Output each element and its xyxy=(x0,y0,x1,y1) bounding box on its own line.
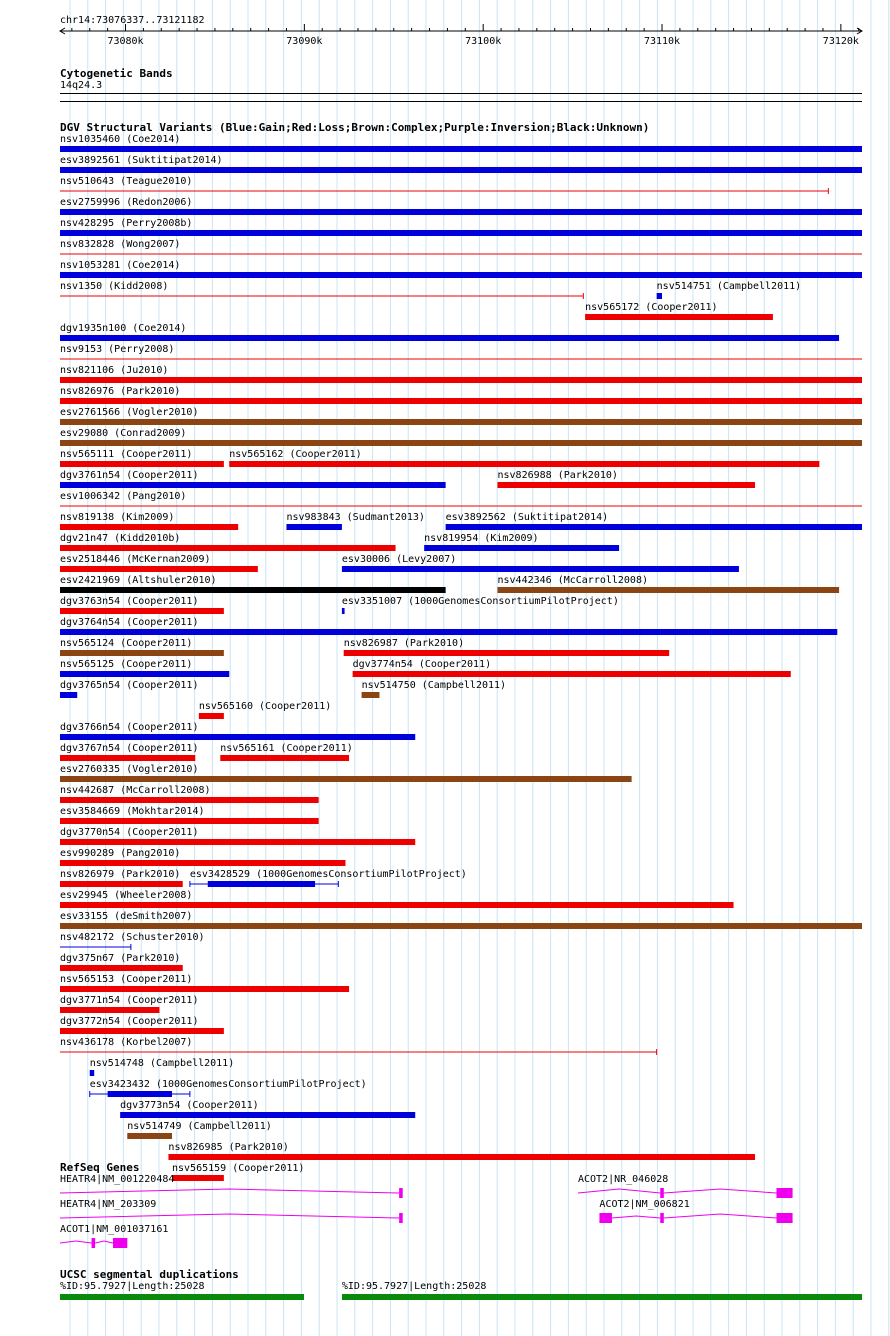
variant-label: nsv428295 (Perry2008b) xyxy=(60,218,193,229)
gene-label: HEATR4|NM_001220484 xyxy=(60,1174,175,1185)
cytoband-label: 14q24.3 xyxy=(60,80,103,91)
variant-feature xyxy=(0,334,890,344)
variant-feature xyxy=(0,817,890,827)
variant-feature xyxy=(0,1048,890,1058)
variant-bar xyxy=(60,734,415,740)
variant-feature xyxy=(0,712,890,722)
variant-feature xyxy=(0,922,890,932)
variant-bar xyxy=(344,650,669,656)
variant-bar xyxy=(127,1133,172,1139)
variant-label: nsv510643 (Teague2010) xyxy=(60,176,193,187)
variant-feature xyxy=(0,166,890,176)
variant-feature xyxy=(0,1027,890,1037)
variant-label: dgv3773n54 (Cooper2011) xyxy=(120,1100,259,1111)
variant-label: nsv821106 (Ju2010) xyxy=(60,365,169,376)
variant-feature xyxy=(0,187,890,197)
variant-label: nsv9153 (Perry2008) xyxy=(60,344,175,355)
variant-label: nsv442346 (McCarroll2008) xyxy=(497,575,648,586)
variant-bar xyxy=(60,986,349,992)
variant-label: nsv832828 (Wong2007) xyxy=(60,239,181,250)
variant-feature xyxy=(0,313,890,323)
variant-label: esv990289 (Pang2010) xyxy=(60,848,181,859)
variant-label: esv2421969 (Altshuler2010) xyxy=(60,575,217,586)
gene-label: ACOT1|NM_001037161 xyxy=(60,1224,169,1235)
variant-label: dgv3763n54 (Cooper2011) xyxy=(60,596,199,607)
variant-label: nsv983843 (Sudmant2013) xyxy=(286,512,425,523)
variant-label: esv29945 (Wheeler2008) xyxy=(60,890,193,901)
variant-feature xyxy=(0,544,890,554)
gene-intron xyxy=(612,1216,660,1218)
variant-bar xyxy=(60,377,862,383)
variant-feature xyxy=(0,523,890,533)
variant-feature xyxy=(0,691,890,701)
variant-bar xyxy=(60,923,862,929)
variant-feature xyxy=(0,250,890,260)
variant-feature xyxy=(0,208,890,218)
variant-label: nsv565160 (Cooper2011) xyxy=(198,701,332,712)
variant-feature xyxy=(0,943,890,953)
segdup-label: %ID:95.7927|Length:25028 xyxy=(60,1281,205,1292)
gene-intron xyxy=(664,1214,777,1218)
variant-feature xyxy=(0,565,890,575)
variant-feature xyxy=(0,292,890,302)
ruler-tick-label: 73090k xyxy=(286,36,323,47)
variant-label: nsv1035460 (Coe2014) xyxy=(60,134,181,145)
variant-label: nsv442687 (McCarroll2008) xyxy=(60,785,211,796)
variant-label: nsv826987 (Park2010) xyxy=(343,638,465,649)
variant-feature xyxy=(0,1132,890,1142)
variant-feature xyxy=(0,439,890,449)
gene-model xyxy=(0,1235,890,1249)
variant-label: dgv3774n54 (Cooper2011) xyxy=(352,659,492,670)
ruler-axis xyxy=(0,0,890,60)
variant-feature xyxy=(0,1111,890,1121)
gene-model xyxy=(0,1185,890,1199)
ruler-tick-label: 73100k xyxy=(465,36,502,47)
cytoband-rule-bottom xyxy=(60,101,862,102)
variant-label: dgv375n67 (Park2010) xyxy=(60,953,181,964)
variant-bar xyxy=(585,314,773,320)
variant-bar xyxy=(60,1007,159,1013)
variant-label: esv3351007 (1000GenomesConsortiumPilotProject) xyxy=(341,596,619,607)
variant-label: esv30006 (Levy2007) xyxy=(341,554,457,565)
variant-feature xyxy=(0,397,890,407)
variant-feature xyxy=(0,418,890,428)
variant-feature xyxy=(0,985,890,995)
variant-bar xyxy=(60,965,183,971)
variant-feature xyxy=(0,607,890,617)
variant-bar xyxy=(60,776,632,782)
segdup-label: %ID:95.7927|Length:25028 xyxy=(341,1281,487,1292)
cytoband-rule-top xyxy=(60,93,862,94)
variant-feature xyxy=(0,145,890,155)
variant-bar xyxy=(60,902,734,908)
variant-label: nsv826979 (Park2010) xyxy=(60,869,181,880)
variant-label: esv1006342 (Pang2010) xyxy=(60,491,187,502)
variant-bar xyxy=(60,335,839,341)
variant-bar xyxy=(60,146,862,152)
gene-exon xyxy=(660,1188,664,1198)
variant-bar xyxy=(199,713,224,719)
variant-label: nsv514751 (Campbell2011) xyxy=(656,281,802,292)
variant-label: nsv819954 (Kim2009) xyxy=(424,533,539,544)
variant-label: nsv565159 (Cooper2011) xyxy=(172,1163,305,1174)
gene-exon xyxy=(776,1188,792,1198)
dgv-track-title: DGV Structural Variants (Blue:Gain;Red:Loss;Brown:Complex;Purple:Inversion;Black:Unknown) xyxy=(60,121,650,134)
variant-label: esv33155 (deSmith2007) xyxy=(60,911,193,922)
variant-label: dgv3771n54 (Cooper2011) xyxy=(60,995,199,1006)
gene-exon xyxy=(599,1213,612,1223)
variant-label: dgv3767n54 (Cooper2011) xyxy=(60,743,199,754)
variant-bar xyxy=(60,167,862,173)
variant-feature xyxy=(0,733,890,743)
variant-label: nsv514750 (Campbell2011) xyxy=(361,680,507,691)
variant-feature xyxy=(0,796,890,806)
variant-label: dgv3770n54 (Cooper2011) xyxy=(60,827,199,838)
gene-exon xyxy=(113,1238,127,1248)
variant-bar xyxy=(60,860,345,866)
variant-label: nsv819138 (Kim2009) xyxy=(60,512,175,523)
variant-bar xyxy=(362,692,380,698)
gene-intron xyxy=(60,1241,92,1243)
variant-bar xyxy=(168,1154,755,1160)
variant-bar xyxy=(60,419,862,425)
segdup-bar xyxy=(342,1294,862,1300)
variant-feature xyxy=(0,754,890,764)
variant-label: nsv826985 (Park2010) xyxy=(168,1142,289,1153)
variant-bar xyxy=(446,524,862,530)
gene-label: ACOT2|NM_006821 xyxy=(599,1199,690,1210)
variant-feature xyxy=(0,649,890,659)
variant-label: nsv565153 (Cooper2011) xyxy=(60,974,193,985)
variant-label: dgv3765n54 (Cooper2011) xyxy=(60,680,199,691)
refseq-track-title: RefSeq Genes xyxy=(60,1161,140,1174)
variant-label: dgv1935n100 (Coe2014) xyxy=(60,323,187,334)
gene-model xyxy=(0,1210,890,1224)
variant-label: esv2761566 (Vogler2010) xyxy=(60,407,199,418)
variant-bar xyxy=(657,293,662,299)
variant-feature xyxy=(0,502,890,512)
variant-label: nsv826988 (Park2010) xyxy=(497,470,618,481)
variant-feature xyxy=(0,460,890,470)
gene-exon xyxy=(776,1213,792,1223)
variant-feature xyxy=(0,376,890,386)
variant-feature xyxy=(0,229,890,239)
gene-exon xyxy=(92,1238,96,1248)
variant-label: esv2760335 (Vogler2010) xyxy=(60,764,199,775)
variant-bar xyxy=(497,587,839,593)
gene-exon xyxy=(660,1213,664,1223)
variant-feature xyxy=(0,901,890,911)
variant-label: esv3892561 (Suktitipat2014) xyxy=(60,155,223,166)
variant-label: dgv3764n54 (Cooper2011) xyxy=(60,617,199,628)
variant-feature xyxy=(0,271,890,281)
gene-label: HEATR4|NM_203309 xyxy=(60,1199,157,1210)
variant-label: esv3892562 (Suktitipat2014) xyxy=(445,512,609,523)
variant-bar xyxy=(60,629,837,635)
ruler-tick-label: 73120k xyxy=(822,36,859,47)
variant-bar xyxy=(90,1070,94,1076)
variant-label: esv3428529 (1000GenomesConsortiumPilotProject) xyxy=(189,869,467,880)
variant-label: nsv565111 (Cooper2011) xyxy=(60,449,193,460)
variant-label: nsv1350 (Kidd2008) xyxy=(60,281,169,292)
gene-intron xyxy=(95,1241,113,1243)
variant-feature xyxy=(0,964,890,974)
variant-label: esv2518446 (McKernan2009) xyxy=(60,554,211,565)
variant-bar xyxy=(120,1112,415,1118)
variant-label: dgv21n47 (Kidd2010b) xyxy=(60,533,181,544)
variant-feature xyxy=(0,1069,890,1079)
gene-intron xyxy=(578,1189,660,1193)
variant-bar xyxy=(60,209,862,215)
variant-bar xyxy=(342,608,345,614)
variant-bar xyxy=(172,1175,224,1181)
cytoband-track-title: Cytogenetic Bands xyxy=(60,67,173,80)
variant-label: dgv3761n54 (Cooper2011) xyxy=(60,470,199,481)
gene-intron xyxy=(664,1189,777,1193)
variant-feature xyxy=(0,1090,890,1100)
variant-core-bar xyxy=(208,881,315,887)
variant-label: esv3584669 (Mokhtar2014) xyxy=(60,806,205,817)
variant-feature xyxy=(0,670,890,680)
variant-core-bar xyxy=(108,1091,172,1097)
variant-feature xyxy=(0,1006,890,1016)
variant-label: nsv514749 (Campbell2011) xyxy=(127,1121,272,1132)
variant-label: nsv565124 (Cooper2011) xyxy=(60,638,193,649)
variant-label: nsv482172 (Schuster2010) xyxy=(60,932,205,943)
variant-label: nsv565161 (Cooper2011) xyxy=(220,743,353,754)
variant-label: nsv565172 (Cooper2011) xyxy=(585,302,718,313)
variant-bar xyxy=(220,755,349,761)
variant-label: nsv514748 (Campbell2011) xyxy=(89,1058,235,1069)
variant-label: nsv826976 (Park2010) xyxy=(60,386,181,397)
segdup-track-title: UCSC segmental duplications xyxy=(60,1268,239,1281)
variant-label: esv2759996 (Redon2006) xyxy=(60,197,193,208)
variant-feature xyxy=(0,880,890,890)
variant-label: dgv3766n54 (Cooper2011) xyxy=(60,722,199,733)
variant-label: nsv1053281 (Coe2014) xyxy=(60,260,181,271)
gene-label: ACOT2|NR_046028 xyxy=(577,1174,669,1185)
variant-label: nsv565125 (Cooper2011) xyxy=(60,659,193,670)
variant-bar xyxy=(353,671,791,677)
ruler-tick-label: 73110k xyxy=(643,36,681,47)
variant-label: dgv3772n54 (Cooper2011) xyxy=(60,1016,199,1027)
variant-feature xyxy=(0,628,890,638)
position-label: chr14:73076337..73121182 xyxy=(60,15,205,26)
variant-feature xyxy=(0,481,890,491)
segdup-bar xyxy=(60,1294,304,1300)
variant-bar xyxy=(342,566,739,572)
variant-label: nsv436178 (Korbel2007) xyxy=(60,1037,193,1048)
variant-bar xyxy=(424,545,619,551)
variant-feature xyxy=(0,859,890,869)
variant-feature xyxy=(0,775,890,785)
variant-bar xyxy=(60,440,862,446)
variant-feature xyxy=(0,838,890,848)
ruler-tick-label: 73080k xyxy=(107,36,144,47)
variant-bar xyxy=(60,230,862,236)
variant-label: esv29080 (Conrad2009) xyxy=(60,428,187,439)
variant-bar xyxy=(60,797,319,803)
variant-bar xyxy=(60,272,862,278)
variant-feature xyxy=(0,586,890,596)
variant-bar xyxy=(497,482,755,488)
variant-label: nsv565162 (Cooper2011) xyxy=(229,449,362,460)
variant-label: esv3423432 (1000GenomesConsortiumPilotProject) xyxy=(89,1079,367,1090)
variant-bar xyxy=(60,398,862,404)
variant-bar xyxy=(229,461,819,467)
variant-bar xyxy=(60,1028,224,1034)
variant-bar xyxy=(60,818,319,824)
variant-bar xyxy=(60,839,415,845)
variant-feature xyxy=(0,355,890,365)
